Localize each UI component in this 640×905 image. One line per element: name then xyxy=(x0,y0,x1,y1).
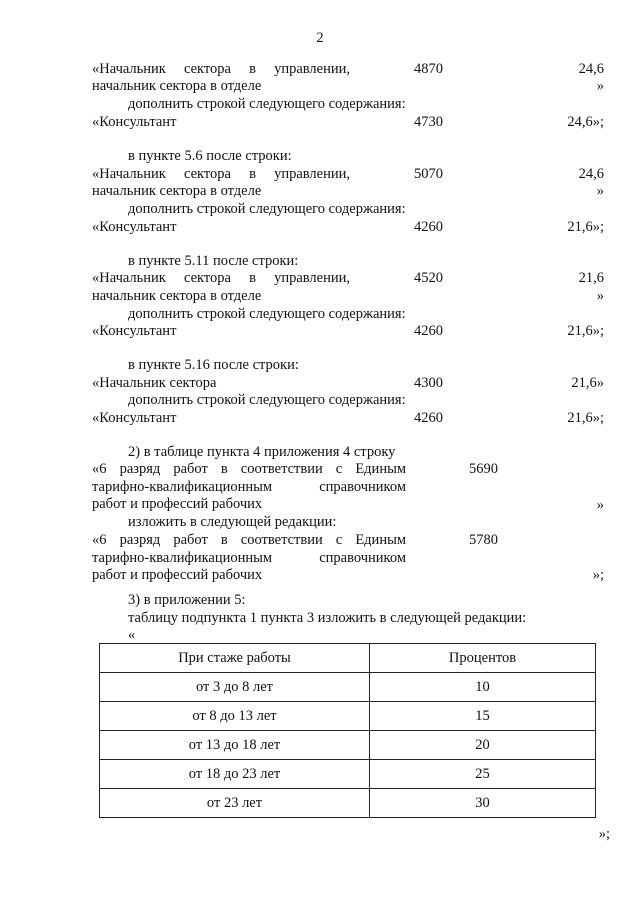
opening-quote: « xyxy=(128,627,136,643)
page-number: 2 xyxy=(316,30,324,46)
cell-percent: 10 xyxy=(370,673,596,702)
instruction-add-row: дополнить строкой следующего содержания: xyxy=(128,96,406,112)
row-consultant: «Консультант xyxy=(92,114,177,130)
percent-value: 21,6 xyxy=(578,270,604,286)
cell-percent: 30 xyxy=(370,789,596,818)
salary-value: 5070 xyxy=(414,166,443,182)
cell-seniority: от 23 лет xyxy=(100,789,370,818)
row-head-sector-chief-cont: начальник сектора в отделе xyxy=(92,78,262,94)
seniority-table xyxy=(99,643,596,818)
table-row xyxy=(100,731,596,760)
salary-value: 4520 xyxy=(414,270,443,286)
header-seniority: При стаже работы xyxy=(100,644,370,673)
table-header-row xyxy=(100,644,596,673)
table-row xyxy=(100,702,596,731)
row-consultant: «Консультант xyxy=(92,410,177,426)
new-row-line-2: тарифно-квалификационным справочником xyxy=(92,550,406,566)
closing-quote: »; xyxy=(592,567,604,583)
closing-quote: » xyxy=(596,288,604,304)
salary-value: 4730 xyxy=(414,114,443,130)
row-consultant: «Консультант xyxy=(92,219,177,235)
percent-value: 21,6»; xyxy=(567,219,604,235)
section-intro: в пункте 5.11 после строки: xyxy=(128,253,299,269)
percent-value: 21,6»; xyxy=(567,323,604,339)
row-head-sector-chief: «Начальник сектора xyxy=(92,375,217,391)
closing-quote: » xyxy=(596,78,604,94)
percent-value: 21,6»; xyxy=(567,410,604,426)
new-row-line-3: работ и профессий рабочих xyxy=(92,567,263,583)
instruction-new-version: изложить в следующей редакции: xyxy=(128,514,337,530)
section-intro: в пункте 5.6 после строки: xyxy=(128,148,292,164)
section-intro: в пункте 5.16 после строки: xyxy=(128,357,299,373)
instruction-add-row: дополнить строкой следующего содержания: xyxy=(128,201,406,217)
table-row xyxy=(100,789,596,818)
percent-value: 24,6»; xyxy=(567,114,604,130)
closing-quote: » xyxy=(596,497,604,513)
old-row-line-3: работ и профессий рабочих xyxy=(92,496,263,512)
row-head-sector-chief: «Начальник сектора в управлении, xyxy=(92,270,350,286)
new-row-value: 5780 xyxy=(469,532,498,548)
cell-seniority: от 13 до 18 лет xyxy=(100,731,370,760)
salary-value: 4260 xyxy=(414,410,443,426)
instruction-add-row: дополнить строкой следующего содержания: xyxy=(128,306,406,322)
closing-quote: »; xyxy=(598,826,610,842)
cell-seniority: от 3 до 8 лет xyxy=(100,673,370,702)
old-row-line-2: тарифно-квалификационным справочником xyxy=(92,479,406,495)
cell-seniority: от 8 до 13 лет xyxy=(100,702,370,731)
item-2-intro: 2) в таблице пункта 4 приложения 4 строку xyxy=(128,444,396,460)
cell-percent: 20 xyxy=(370,731,596,760)
closing-quote: » xyxy=(596,183,604,199)
new-row-line-1: «6 разряд работ в соответствии с Единым xyxy=(92,532,406,548)
percent-value: 21,6» xyxy=(571,375,604,391)
old-row-value: 5690 xyxy=(469,461,498,477)
old-row-line-1: «6 разряд работ в соответствии с Единым xyxy=(92,461,406,477)
instruction-add-row: дополнить строкой следующего содержания: xyxy=(128,392,406,408)
header-percent: Процентов xyxy=(370,644,596,673)
item-3-instruction: таблицу подпункта 1 пункта 3 изложить в следующей редакции: xyxy=(128,610,527,626)
salary-value: 4300 xyxy=(414,375,443,391)
salary-value: 4870 xyxy=(414,61,443,77)
item-3-intro: 3) в приложении 5: xyxy=(128,592,246,608)
percent-value: 24,6 xyxy=(578,166,604,182)
row-head-sector-chief: «Начальник сектора в управлении, xyxy=(92,166,350,182)
cell-percent: 15 xyxy=(370,702,596,731)
table-row xyxy=(100,760,596,789)
cell-percent: 25 xyxy=(370,760,596,789)
percent-value: 24,6 xyxy=(578,61,604,77)
salary-value: 4260 xyxy=(414,323,443,339)
row-head-sector-chief: «Начальник сектора в управлении, xyxy=(92,61,350,77)
cell-seniority: от 18 до 23 лет xyxy=(100,760,370,789)
row-head-sector-chief-cont: начальник сектора в отделе xyxy=(92,288,262,304)
table-row xyxy=(100,673,596,702)
row-consultant: «Консультант xyxy=(92,323,177,339)
salary-value: 4260 xyxy=(414,219,443,235)
row-head-sector-chief-cont: начальник сектора в отделе xyxy=(92,183,262,199)
